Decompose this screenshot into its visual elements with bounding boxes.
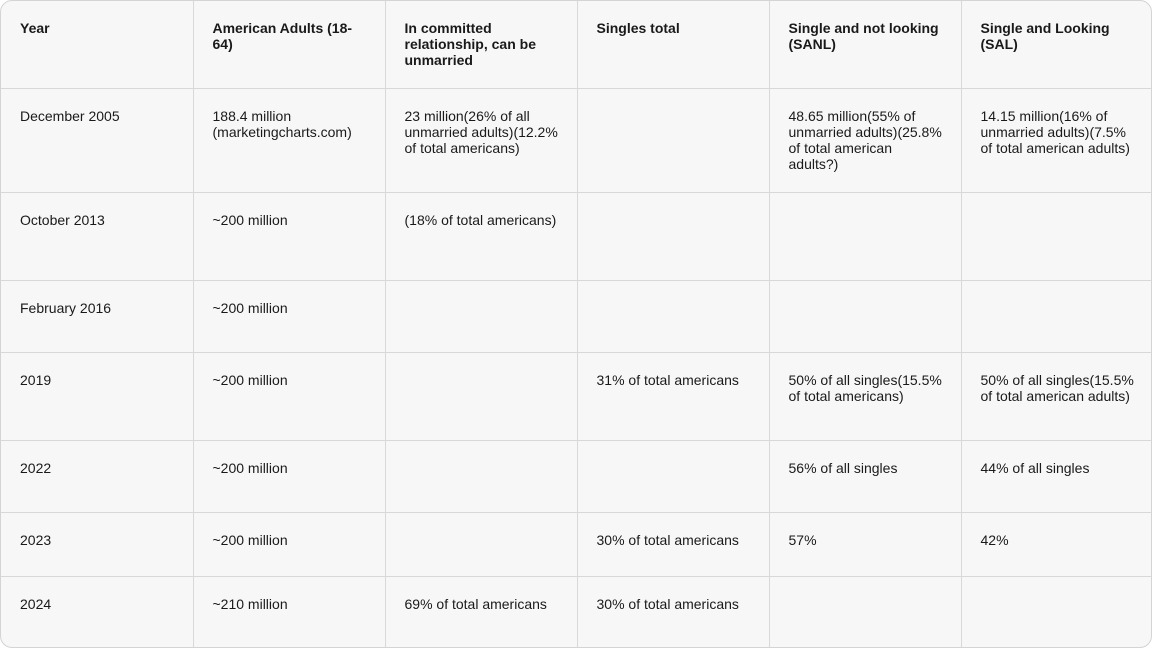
column-header-sanl: Single and not looking (SANL) [769,1,961,88]
table-cell: 14.15 million(16% of unmarried adults)(7.5% of total american adults) [961,88,1152,192]
table-row [1,576,1152,648]
table-row [1,280,1152,352]
table-cell [577,192,769,280]
table-cell: October 2013 [1,192,193,280]
table-cell [385,352,577,440]
column-header-committed-relationship: In committed relationship, can be unmarried [385,1,577,88]
table-cell: 188.4 million (marketingcharts.com) [193,88,385,192]
table-cell [385,440,577,512]
table-cell: 30% of total americans [577,512,769,576]
table-cell [769,192,961,280]
table-cell [961,192,1152,280]
column-header-american-adults: American Adults (18-64) [193,1,385,88]
table-cell: 2023 [1,512,193,576]
table-cell [961,280,1152,352]
table-cell: ~200 million [193,192,385,280]
table-cell: 31% of total americans [577,352,769,440]
table-cell: 23 million(26% of all unmarried adults)(12.2% of total americans) [385,88,577,192]
table-cell: (18% of total americans) [385,192,577,280]
table-cell: December 2005 [1,88,193,192]
table-header [1,1,1152,88]
table-cell: ~200 million [193,440,385,512]
column-header-year: Year [1,1,193,88]
table-cell: 42% [961,512,1152,576]
table-cell: 50% of all singles(15.5% of total american adults) [961,352,1152,440]
table-row [1,352,1152,440]
table-cell [577,88,769,192]
table-cell [961,576,1152,648]
column-header-sal: Single and Looking (SAL) [961,1,1152,88]
data-table [1,1,1152,648]
table-cell [577,280,769,352]
column-header-singles-total: Singles total [577,1,769,88]
table-cell: 56% of all singles [769,440,961,512]
table-cell: ~210 million [193,576,385,648]
table-cell: 30% of total americans [577,576,769,648]
table-cell: 50% of all singles(15.5% of total americans) [769,352,961,440]
table-row [1,192,1152,280]
table-cell [385,512,577,576]
table-cell: ~200 million [193,280,385,352]
table-cell: 2022 [1,440,193,512]
table-row [1,440,1152,512]
table-cell [385,280,577,352]
table-cell: February 2016 [1,280,193,352]
table-cell: 44% of all singles [961,440,1152,512]
table-row [1,512,1152,576]
table-cell [769,576,961,648]
table-body [1,88,1152,648]
table-cell: 57% [769,512,961,576]
table-cell: ~200 million [193,352,385,440]
table-cell: 48.65 million(55% of unmarried adults)(25.8% of total american adults?) [769,88,961,192]
header-row [1,1,1152,88]
table-cell: ~200 million [193,512,385,576]
table-cell: 69% of total americans [385,576,577,648]
table-cell [577,440,769,512]
table-cell: 2024 [1,576,193,648]
table-cell: 2019 [1,352,193,440]
table-row [1,88,1152,192]
table-cell [769,280,961,352]
